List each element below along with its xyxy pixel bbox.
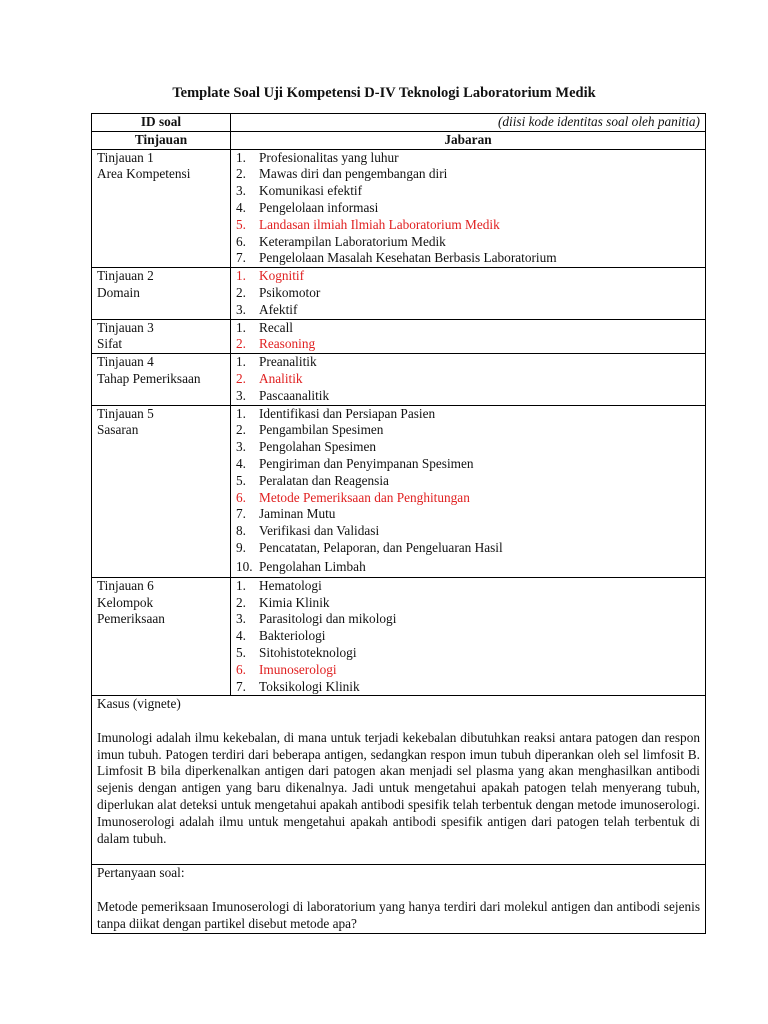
jabaran-item: [236, 662, 700, 679]
kasus-label: Kasus (vignete): [97, 696, 181, 712]
jabaran-item-number: 8.: [236, 523, 246, 539]
jabaran-item-number: 6.: [236, 233, 246, 249]
jabaran-item-text: Pengolahan Limbah: [259, 558, 366, 574]
jabaran-item: [236, 336, 700, 353]
tinjauan-label: Tinjauan 1: [97, 149, 154, 165]
jabaran-item-number: 4.: [236, 628, 246, 644]
jabaran-list: [236, 578, 700, 696]
jabaran-item-text: Analitik: [259, 370, 303, 386]
jabaran-item-number: 7.: [236, 250, 246, 266]
jabaran-item-number: 10.: [236, 558, 253, 574]
jabaran-item-text: Pengolahan Spesimen: [259, 439, 377, 455]
jabaran-item-number: 1.: [236, 319, 246, 335]
jabaran-list: [236, 354, 700, 404]
jabaran-item-number: 6.: [236, 661, 246, 677]
jabaran-item-text: Pascaanalitik: [259, 387, 330, 403]
jabaran-item: [236, 388, 700, 405]
jabaran-item-text: Profesionalitas yang luhur: [259, 149, 399, 165]
tinjauan-sub: Pemeriksaan: [97, 611, 165, 627]
jabaran-item-number: 3.: [236, 183, 246, 199]
pertanyaan-row: [92, 865, 706, 933]
tinjauan-cell: [92, 577, 231, 696]
jabaran-item: [236, 234, 700, 251]
header-jabaran: Jabaran: [231, 131, 706, 149]
tinjauan-cell: [92, 319, 231, 354]
jabaran-item-text: Verifikasi dan Validasi: [259, 523, 380, 539]
jabaran-item-text: Mawas diri dan pengembangan diri: [259, 166, 448, 182]
tinjauan-label: Tinjauan 4: [97, 354, 154, 370]
jabaran-item-text: Recall: [259, 319, 293, 335]
kasus-row: [92, 696, 706, 865]
jabaran-item: [236, 540, 700, 557]
header-row: [92, 131, 706, 149]
jabaran-item-number: 3.: [236, 301, 246, 317]
jabaran-item: [236, 506, 700, 523]
jabaran-item-number: 9.: [236, 539, 246, 555]
jabaran-item: [236, 456, 700, 473]
jabaran-item-text: Kimia Klinik: [259, 594, 330, 610]
jabaran-item-text: Sitohistoteknologi: [259, 644, 357, 660]
tinjauan-row: [92, 319, 706, 354]
jabaran-item-number: 6.: [236, 489, 246, 505]
jabaran-item-number: 1.: [236, 577, 246, 593]
jabaran-item: [236, 490, 700, 507]
jabaran-item-text: Reasoning: [259, 336, 316, 352]
jabaran-item-text: Pengelolaan informasi: [259, 199, 379, 215]
jabaran-item-number: 2.: [236, 594, 246, 610]
kasus-text: Imunologi adalah ilmu kekebalan, di mana untuk terjadi kekebalan dibutuhkan reaksi antara patogen dan respon imun tubuh. Patogen terdiri dari beberapa antigen, sedangkan respon imun tubuh diperankan oleh sel limfosit B. Limfosit B bila diperkenalkan antigen dari patogen akan menjadi sel plasma yang akan menghasilkan antibodi sejenis dengan antigen yang baru dikenalnya. Jadi untuk mengetahui apakah patogen telah menyerang tubuh, diperlukan alat deteksi untuk mengetahui apakah antibodi spesifik telah terbentuk dengan metode imunoserologi. Imunoserologi adalah ilmu untuk mengetahui apakah antibodi spesifik antigen dari patogen telah terbentuk di dalam tubuh.: [97, 729, 700, 846]
page-title: Template Soal Uji Kompetensi D-IV Teknologi Laboratorium Medik: [172, 85, 596, 101]
tinjauan-sub: Kelompok: [97, 594, 154, 610]
tinjauan-row: [92, 268, 706, 319]
jabaran-item-text: Bakteriologi: [259, 628, 326, 644]
jabaran-item: [236, 302, 700, 319]
jabaran-item: [236, 268, 700, 285]
jabaran-item-number: 5.: [236, 472, 246, 488]
jabaran-item: [236, 628, 700, 645]
jabaran-item: [236, 354, 700, 371]
pertanyaan-label: Pertanyaan soal:: [97, 865, 185, 881]
tinjauan-sub: Sifat: [97, 336, 123, 352]
id-soal-row: [92, 114, 706, 132]
pertanyaan-text: Metode pemeriksaan Imunoserologi di laboratorium yang hanya terdiri dari molekul antigen dan antibodi sejenis tanpa diikat dengan partikel disebut metode apa?: [97, 899, 700, 931]
jabaran-item-text: Pengiriman dan Penyimpanan Spesimen: [259, 455, 474, 471]
jabaran-item-text: Afektif: [259, 301, 298, 317]
tinjauan-row: [92, 149, 706, 268]
question-template-table: [91, 113, 706, 934]
jabaran-item-text: Pengelolaan Masalah Kesehatan Berbasis Laboratorium: [259, 250, 557, 266]
jabaran-item: [236, 611, 700, 628]
jabaran-item-number: 1.: [236, 149, 246, 165]
jabaran-list: [236, 320, 700, 354]
jabaran-cell: [231, 354, 706, 405]
jabaran-item-text: Landasan ilmiah Ilmiah Laboratorium Medik: [259, 216, 500, 232]
jabaran-item: [236, 285, 700, 302]
jabaran-item-number: 3.: [236, 439, 246, 455]
jabaran-item-number: 5.: [236, 644, 246, 660]
jabaran-item: [236, 523, 700, 540]
jabaran-item: [236, 150, 700, 167]
tinjauan-cell: [92, 268, 231, 319]
jabaran-item-text: Toksikologi Klinik: [259, 678, 360, 694]
jabaran-item: [236, 578, 700, 595]
jabaran-cell: [231, 405, 706, 577]
tinjauan-cell: [92, 354, 231, 405]
jabaran-item: [236, 406, 700, 423]
jabaran-item-number: 1.: [236, 354, 246, 370]
jabaran-item-number: 4.: [236, 199, 246, 215]
jabaran-item-text: Kognitif: [259, 268, 305, 284]
jabaran-item: [236, 166, 700, 183]
jabaran-item-text: Imunoserologi: [259, 661, 337, 677]
jabaran-item: [236, 371, 700, 388]
jabaran-item-text: Peralatan dan Reagensia: [259, 472, 389, 488]
jabaran-item-number: 4.: [236, 455, 246, 471]
jabaran-item: [236, 595, 700, 612]
tinjauan-label: Tinjauan 6: [97, 577, 154, 593]
tinjauan-label: Tinjauan 2: [97, 268, 154, 284]
jabaran-item-number: 3.: [236, 611, 246, 627]
jabaran-list: [236, 406, 700, 577]
jabaran-item-number: 2.: [236, 166, 246, 182]
jabaran-item: [236, 645, 700, 662]
tinjauan-label: Tinjauan 5: [97, 405, 154, 421]
jabaran-item-number: 7.: [236, 678, 246, 694]
jabaran-item-number: 1.: [236, 405, 246, 421]
jabaran-item-text: Pencatatan, Pelaporan, dan Pengeluaran Hasil: [259, 539, 503, 555]
tinjauan-row: [92, 354, 706, 405]
jabaran-item: [236, 320, 700, 337]
jabaran-item: [236, 679, 700, 696]
jabaran-item-text: Parasitologi dan mikologi: [259, 611, 397, 627]
tinjauan-sub: Tahap Pemeriksaan: [97, 370, 201, 386]
kasus-cell: [92, 696, 706, 865]
jabaran-item-number: 1.: [236, 268, 246, 284]
jabaran-item-text: Keterampilan Laboratorium Medik: [259, 233, 446, 249]
jabaran-item: [236, 250, 700, 267]
jabaran-item-number: 2.: [236, 370, 246, 386]
jabaran-item-text: Hematologi: [259, 577, 322, 593]
id-soal-note: (diisi kode identitas soal oleh panitia): [231, 114, 706, 132]
jabaran-item-number: 2.: [236, 422, 246, 438]
tinjauan-sub: Area Kompetensi: [97, 166, 191, 182]
tinjauan-sub: Domain: [97, 284, 140, 300]
jabaran-list: [236, 150, 700, 268]
jabaran-item: [236, 473, 700, 490]
jabaran-item-text: Preanalitik: [259, 354, 317, 370]
jabaran-item: [236, 439, 700, 456]
jabaran-item-number: 5.: [236, 216, 246, 232]
tinjauan-cell: [92, 405, 231, 577]
jabaran-item: [236, 422, 700, 439]
jabaran-item-number: 7.: [236, 506, 246, 522]
tinjauan-label: Tinjauan 3: [97, 319, 154, 335]
jabaran-cell: [231, 268, 706, 319]
jabaran-item: [236, 557, 700, 577]
jabaran-item-number: 2.: [236, 336, 246, 352]
jabaran-cell: [231, 319, 706, 354]
jabaran-list: [236, 268, 700, 318]
id-soal-label: ID soal: [92, 114, 231, 132]
jabaran-item: [236, 183, 700, 200]
jabaran-item-text: Identifikasi dan Persiapan Pasien: [259, 405, 436, 421]
jabaran-item: [236, 217, 700, 234]
jabaran-item-text: Pengambilan Spesimen: [259, 422, 384, 438]
tinjauan-cell: [92, 149, 231, 268]
jabaran-item-text: Metode Pemeriksaan dan Penghitungan: [259, 489, 470, 505]
pertanyaan-cell: [92, 865, 706, 933]
tinjauan-row: [92, 405, 706, 577]
jabaran-item-text: Psikomotor: [259, 284, 321, 300]
jabaran-item-text: Jaminan Mutu: [259, 506, 336, 522]
jabaran-item-number: 3.: [236, 387, 246, 403]
header-tinjauan: Tinjauan: [92, 131, 231, 149]
jabaran-item-number: 2.: [236, 284, 246, 300]
jabaran-item: [236, 200, 700, 217]
jabaran-cell: [231, 577, 706, 696]
tinjauan-row: [92, 577, 706, 696]
jabaran-item-text: Komunikasi efektif: [259, 183, 363, 199]
tinjauan-sub: Sasaran: [97, 422, 139, 438]
jabaran-cell: [231, 149, 706, 268]
